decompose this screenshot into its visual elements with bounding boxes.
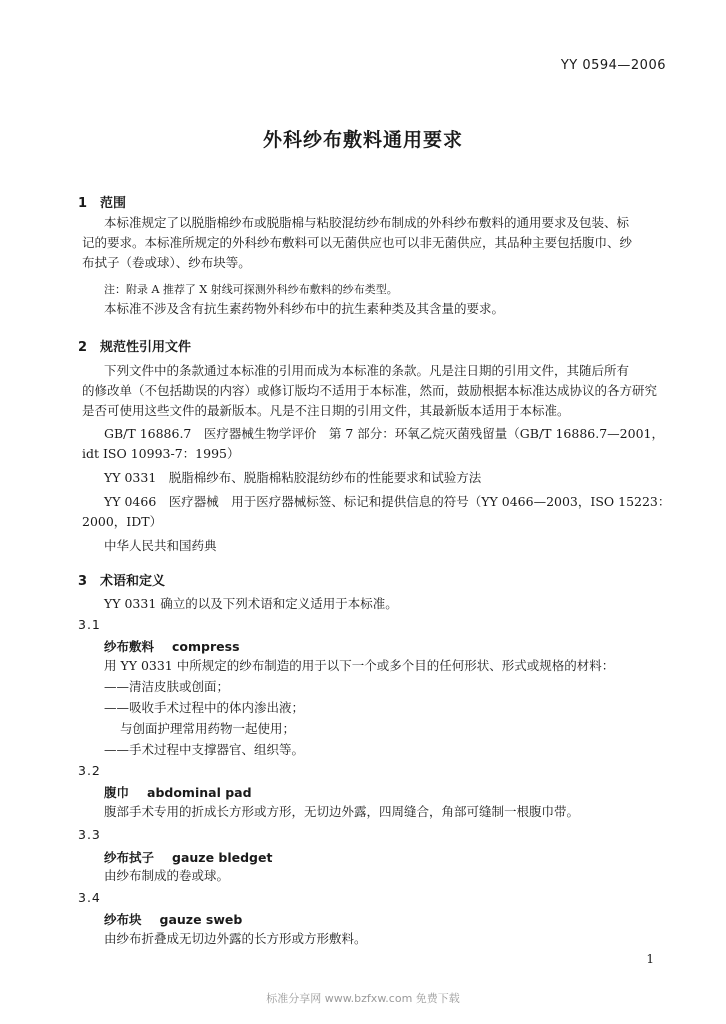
term-cn: 纱布敷料 (104, 639, 155, 654)
subclause-number: 3.1 (78, 617, 101, 632)
list-item: ——吸收手术过程中的体内渗出液； (104, 700, 305, 715)
note-text: 注：附录 A 推荐了 X 射线可探测外科纱布敷料的纱布类型。 (104, 283, 398, 296)
term-cn: 腹巾 (104, 785, 130, 800)
term-heading (104, 783, 252, 801)
paragraph-line: 下列文件中的条款通过本标准的引用而成为本标准的条款。凡是注日期的引用文件，其随后所有 (104, 363, 630, 378)
reference-line: YY 0466 医疗器械 用于医疗器械标签、标记和提供信息的符号（YY 0466—2003，ISO 15223： (104, 494, 671, 509)
section-title: 范围 (100, 196, 127, 211)
watermark: 标准分享网 www.bzfxw.com 免费下载 (266, 992, 460, 1005)
page-number: 1 (646, 952, 654, 966)
paragraph-line: 记的要求。本标准所规定的外科纱布敷料可以无菌供应也可以非无菌供应，其品种主要包括腹巾、纱 (82, 235, 633, 250)
paragraph-line: YY 0331 确立的以及下列术语和定义适用于本标准。 (104, 596, 398, 611)
reference-line: 2000，IDT） (82, 514, 163, 529)
term-en: compress (172, 639, 240, 654)
definition-text: 由纱布折叠成无切边外露的长方形或方形敷料。 (104, 931, 367, 946)
standard-number: YY 0594—2006 (560, 58, 666, 73)
paragraph-line: 本标准不涉及含有抗生素药物外科纱布中的抗生素种类及其含量的要求。 (104, 301, 505, 316)
section-3-heading (78, 570, 165, 589)
reference-line: 中华人民共和国药典 (104, 538, 217, 553)
document-title: 外科纱布敷料通用要求 (262, 129, 463, 151)
reference-line: YY 0331 脱脂棉纱布、脱脂棉粘胶混纺纱布的性能要求和试验方法 (104, 470, 482, 485)
list-item: 与创面护理常用药物一起使用； (120, 721, 296, 736)
definition-text: 由纱布制成的卷或球。 (104, 868, 230, 883)
section-number: 3 (78, 574, 88, 589)
term-heading (104, 910, 242, 928)
subclause-number: 3.2 (78, 763, 101, 778)
paragraph-line: 是否可使用这些文件的最新版本。凡是不注日期的引用文件，其最新版本适用于本标准。 (82, 403, 570, 418)
term-cn: 纱布块 (104, 912, 142, 927)
paragraph-line: 的修改单（不包括勘误的内容）或修订版均不适用于本标准，然而，鼓励根据本标准达成协议的各方研究 (82, 383, 658, 398)
term-en: gauze bledget (172, 850, 273, 865)
section-number: 2 (78, 340, 88, 355)
subclause-number: 3.3 (78, 827, 101, 842)
list-item: ——清洁皮肤或创面； (104, 679, 230, 694)
reference-line: idt ISO 10993-7：1995） (82, 446, 240, 461)
section-number: 1 (78, 196, 88, 211)
reference-line: GB/T 16886.7 医疗器械生物学评价 第 7 部分：环氧乙烷灭菌残留量（GB/T 16886.7—2001， (104, 426, 664, 441)
list-item: ——手术过程中支撑器官、组织等。 (104, 742, 305, 757)
definition-text: 腹部手术专用的折成长方形或方形，无切边外露，四周缝合，角部可缝制一根腹巾带。 (104, 804, 580, 819)
section-title: 术语和定义 (100, 574, 166, 589)
term-heading (104, 848, 272, 866)
term-en: gauze sweb (159, 912, 243, 927)
term-heading (104, 637, 240, 655)
section-1-heading (78, 192, 126, 211)
section-2-heading (78, 336, 191, 355)
subclause-number: 3.4 (78, 890, 101, 905)
term-en: abdominal pad (147, 785, 252, 800)
paragraph-line: 本标准规定了以脱脂棉纱布或脱脂棉与粘胶混纺纱布制成的外科纱布敷料的通用要求及包装、标 (104, 215, 630, 230)
definition-text: 用 YY 0331 中所规定的纱布制造的用于以下一个或多个目的任何形状、形式或规格的材料： (104, 658, 615, 673)
paragraph-line: 布拭子（卷或球）、纱布块等。 (82, 255, 251, 270)
section-title: 规范性引用文件 (100, 340, 192, 355)
term-cn: 纱布拭子 (104, 850, 155, 865)
